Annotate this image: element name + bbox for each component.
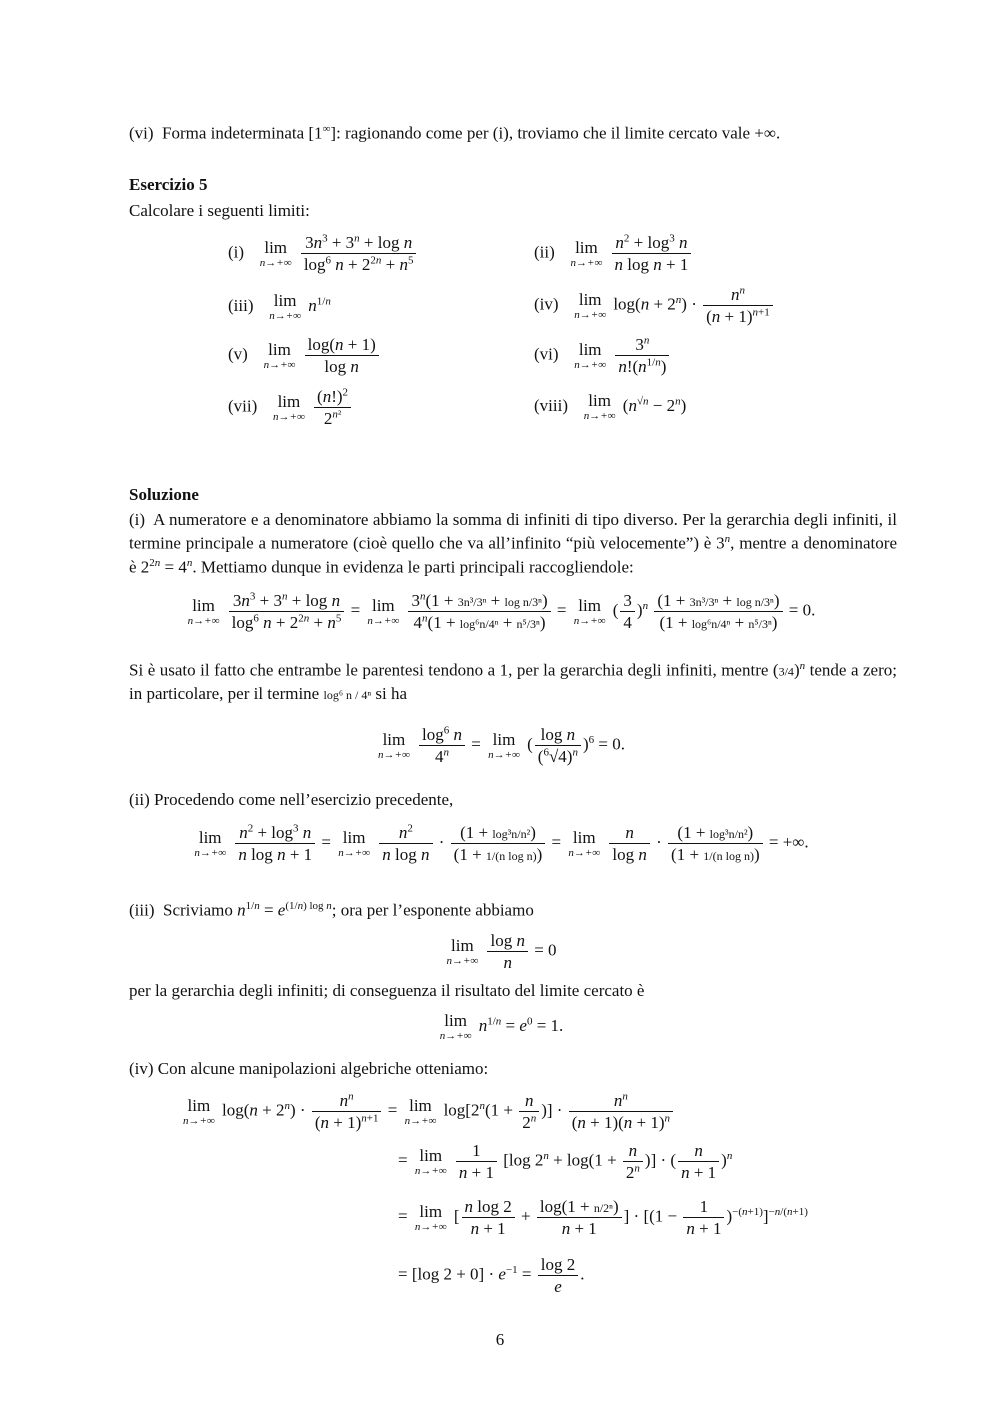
solution-paragraph-iii-mid: per la gerarchia degli infiniti; di conseguenza il risultato del limite cercato è <box>129 981 645 1000</box>
exercise-item-viii: (viii) lim n→+∞ $(n^{√n} - 2^n)$ <box>534 391 687 422</box>
exercise-item-iv: (iv) lim n→+∞ $\log(n + 2^n)$ · $\frac{n^n}{(n + 1)^{n+1}}$ <box>534 284 775 328</box>
equation-i-detail: lim n→+∞ $\frac{\log^6 n}{4^n}$ = lim n→+∞ ( $\frac{\text{log n}}{(^6√4)^n}$ )$^6$ = 0. <box>378 724 625 767</box>
exercise-item-vii: (vii) lim n→+∞ $\frac{(n!)^2}{2^{n^2}}$ <box>228 386 353 430</box>
solution-paragraph-i-after: Si è usato il fatto che entrambe le parentesi tendono a 1, per la gerarchia degli infiniti, mentre $(3/4)^n$ tende a zero; in particolare, per il termine log⁶ n / 4ⁿ si ha <box>129 660 897 703</box>
equation-iv-line-4: = [log $2 + 0] \cdot e^{-1}$ = $\frac{\log 2}{e}$ . <box>398 1255 585 1297</box>
exercise-item-v: (v) lim n→+∞ $\frac{\log(n + 1)}{\text{log n}}$ <box>228 334 381 378</box>
exercise-item-i: (i) lim n→+∞ $\frac{3n^3 + 3^n + \log n}{\log^6 n + 2^{2n} + n^5}$ <box>228 232 418 276</box>
equation-ii: lim n→+∞ $\frac{n^2 + \log^3 n}{\text{n log n + 1}}$ = lim n→+∞ $\frac{n^2}{\text{n log n}}$ · $\frac{\text{(1 + log³n/n²)}}{\text{(1 + 1/(n log n))}}$ = lim n→+∞ $\frac{n}{\text{log n}}$ · $\frac{\text{(1 + log³n/n²)}}{\text{(1 + 1/(n log n))}}$ = +∞. <box>194 822 809 865</box>
equation-iv-line-2: = lim n→+∞ $\frac{1}{n + 1}$ [log $2^n + \log(1$ + $\frac{n}{2^n}$ )] · ( $\frac{n}{n + 1}$ )$^n$ <box>398 1141 733 1183</box>
equation-i: lim n→+∞ $\frac{3n^3 + 3^n + \log n}{\log^6 n + 2^{2n} + n^5}$ = lim n→+∞ $\frac{3^n(1 + 3n^3/3^n + \log n/3^n)}{4^n(1 + \log^6n/4^n + n^5/3^n)}$ = lim n→+∞ ( $\frac{3}{4}$ )$^n$ $\frac{\text{(1 + 3n³/3ⁿ + log n/3ⁿ)}}{\text{(1 + log⁶n/4ⁿ + n⁵/3ⁿ)}}$ = 0. <box>187 590 816 633</box>
exercise-item-iii: (iii) lim n→+∞ $n^{1/n}$ <box>228 291 331 322</box>
equation-iii-exponent: lim n→+∞ $\frac{\text{log n}}{n}$ = 0 <box>446 931 557 973</box>
exercise-prompt: Calcolare i seguenti limiti: <box>129 201 310 220</box>
equation-iv-line-1: lim n→+∞ $\log(n + 2^n)$ · $\frac{n^n}{(n + 1)^{n+1}}$ = lim n→+∞ $\log[2^n(1$ + $\frac{n}{2^n}$ )] · $\frac{n^n}{(n + 1)(n + 1)^n}$ <box>180 1090 675 1134</box>
equation-iv-line-3: = lim n→+∞ [ $\frac{\text{n log 2}}{n + 1}$ + $\frac{\text{log(1 + n/2ⁿ)}}{n + 1}$ ] · [(1 − $\frac{1}{n + 1}$ )$^{-(n+1)}$]$^{-n/(n+1)}$ <box>398 1197 808 1239</box>
exercise-item-ii: (ii) lim n→+∞ $\frac{n^2 + \log^3 n}{\text{n log n + 1}}$ <box>534 232 693 276</box>
intro-line: (vi) Forma indeterminata [1∞]: ragionando come per (i), troviamo che il limite cercato vale +∞. <box>129 123 781 143</box>
page-number: 6 <box>495 1330 505 1349</box>
equation-iii: lim n→+∞ $n^{1/n} = e^0 = 1$. <box>439 1011 564 1042</box>
solution-paragraph-iii: (iii) Scriviamo $n^{1/n} = e^{(1/n) log n}$; ora per l’esponente abbiamo <box>129 900 534 920</box>
solution-paragraph-i: (i) A numeratore e a denominatore abbiamo la somma di infiniti di tipo diverso. Per la gerarchia degli infiniti, il termine principale a numeratore (cioè quello che va all’infinito “più velocemente”) è 3$^n$, mentre a denominatore è $2^{2n} = 4^n$. Mettiamo dunque in evidenza le parti principali raccogliendole: <box>129 510 897 577</box>
solution-title: Soluzione <box>129 485 199 504</box>
exercise-item-vi: (vi) lim n→+∞ $\frac{3^n}{n!(n^{1/n})}$ <box>534 334 671 378</box>
solution-paragraph-ii: (ii) Procedendo come nell’esercizio precedente, <box>129 790 454 809</box>
solution-paragraph-iv: (iv) Con alcune manipolazioni algebriche otteniamo: <box>129 1059 489 1078</box>
exercise-title: Esercizio 5 <box>129 175 208 194</box>
